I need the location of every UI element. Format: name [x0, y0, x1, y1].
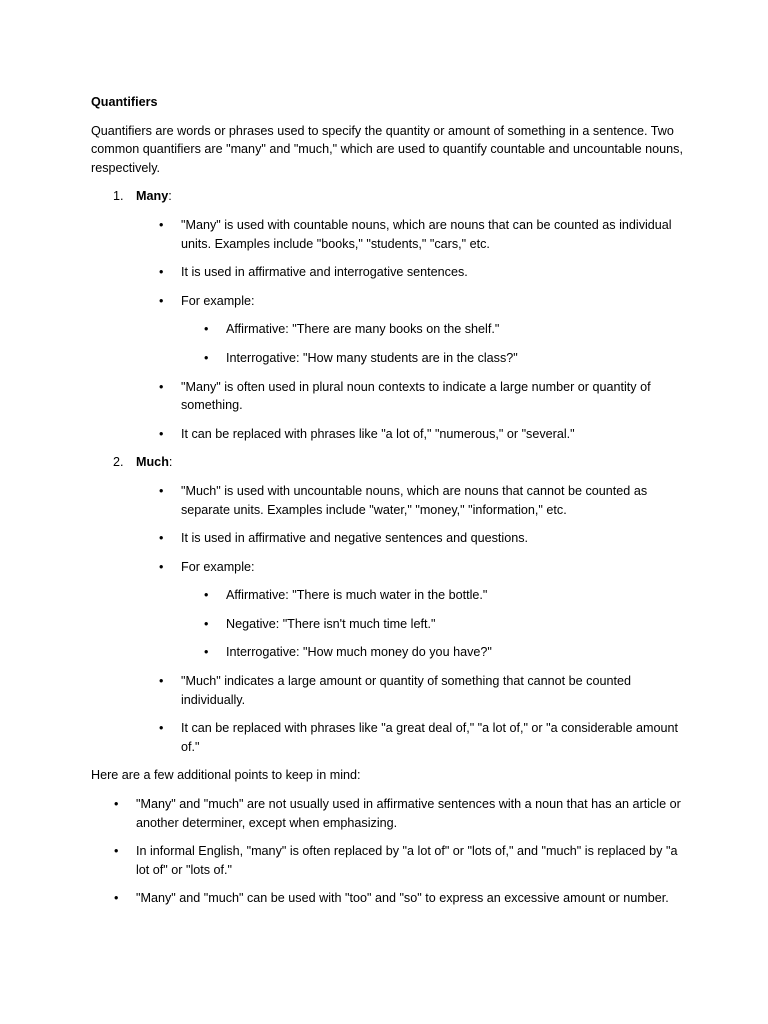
document-body	[91, 93, 691, 918]
example-list	[181, 586, 691, 662]
list-item: • It is used in affirmative and interrogative sentences.	[181, 263, 691, 282]
section-number: 2.	[113, 455, 124, 470]
section-term: Many	[136, 189, 169, 204]
list-item: • "Many" and "much" are not usually used in affirmative sentences with a noun that has an article or another determiner, except when emphasizing.	[136, 795, 691, 832]
example-list	[181, 320, 691, 367]
list-item: • "Many" and "much" can be used with "too" and "so" to express an excessive amount or number.	[136, 889, 691, 908]
list-item	[181, 558, 691, 662]
example-item: • Negative: "There isn't much time left."	[226, 615, 691, 634]
example-item: • Interrogative: "How much money do you have?"	[226, 643, 691, 662]
list-item: • It is used in affirmative and negative sentences and questions.	[181, 529, 691, 548]
list-item: • "Many" is used with countable nouns, which are nouns that can be counted as individual units. Examples include "books," "students," "cars," etc.	[181, 216, 691, 253]
list-item-text: For example:	[181, 293, 255, 308]
additional-intro: Here are a few additional points to keep in mind:	[91, 768, 361, 783]
list-item: • "Much" indicates a large amount or quantity of something that cannot be counted individually.	[181, 672, 691, 709]
document-title: Quantifiers	[91, 95, 158, 109]
list-item: • "Much" is used with uncountable nouns, which are nouns that cannot be counted as separate units. Examples include "water," "money," "information," etc.	[181, 482, 691, 519]
example-item: • Affirmative: "There is much water in the bottle."	[226, 586, 691, 605]
list-item	[181, 292, 691, 368]
list-item: • It can be replaced with phrases like "a lot of," "numerous," or "several."	[181, 425, 691, 444]
section-number: 1.	[113, 189, 124, 204]
list-item: • It can be replaced with phrases like "a great deal of," "a lot of," or "a considerable amount of."	[181, 719, 691, 756]
section-much-heading: 2. Much:	[91, 453, 691, 472]
example-item: • Affirmative: "There are many books on the shelf."	[226, 320, 691, 339]
section-many-heading: 1. Many:	[91, 187, 691, 206]
example-item: • Interrogative: "How many students are in the class?"	[226, 349, 691, 368]
list-item: • "Many" is often used in plural noun contexts to indicate a large number or quantity of something.	[181, 378, 691, 415]
intro-paragraph: Quantifiers are words or phrases used to specify the quantity or amount of something in a sentence. Two common quantifiers are "many" and "much," which are used to quantify countable and uncountable nouns, respectively.	[91, 123, 683, 175]
additional-points-list	[91, 795, 691, 908]
section-much-bullets	[91, 482, 691, 757]
section-many-bullets	[91, 216, 691, 443]
list-item: • In informal English, "many" is often replaced by "a lot of" or "lots of," and "much" is replaced by "a lot of" or "lots of."	[136, 842, 691, 879]
list-item-text: For example:	[181, 559, 255, 574]
section-term: Much	[136, 455, 169, 470]
